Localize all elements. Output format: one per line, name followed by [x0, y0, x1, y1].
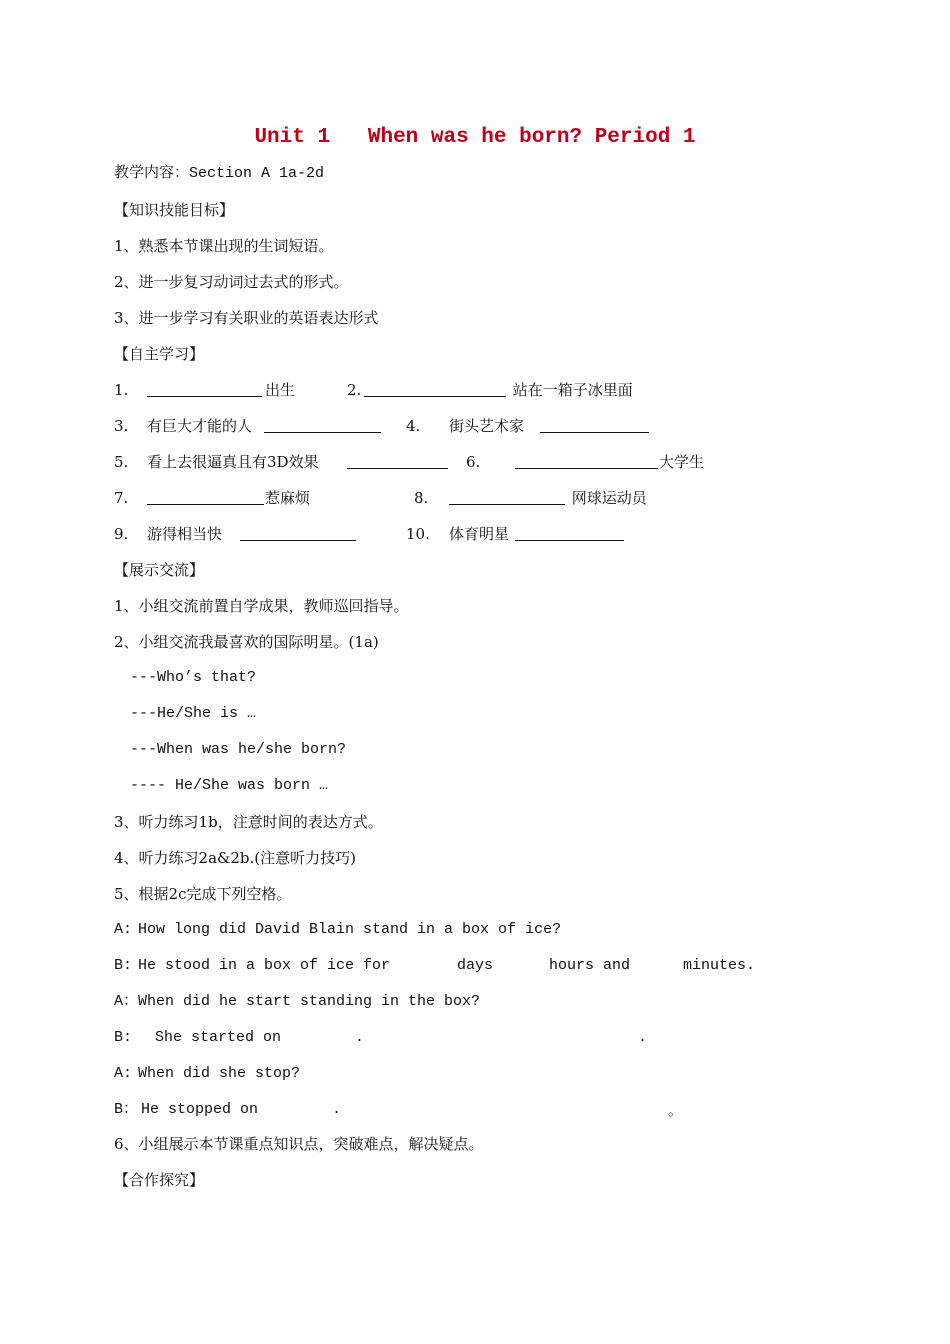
dialogue-text: .: [638, 1029, 648, 1046]
vocab-blank[interactable]: [347, 453, 448, 469]
vocab-prompt: 出生: [265, 381, 296, 399]
dialogue-text: .: [332, 1101, 342, 1118]
vocab-number: 3.: [114, 417, 129, 435]
vocab-prompt: 网球运动员: [567, 489, 647, 507]
speaker-label: B：: [114, 1101, 139, 1118]
dialogue-text: When did he start standing in the box?: [138, 993, 481, 1010]
vocab-prompt: 游得相当快: [147, 525, 227, 543]
vocab-blank[interactable]: [240, 525, 356, 541]
section-self-study-heading: 【自主学习】: [114, 345, 205, 363]
section-display-heading: 【展示交流】: [114, 561, 205, 579]
dialogue-text: .: [355, 1029, 365, 1046]
dialogue-text: How long did David Blain stand in a box of ice?: [138, 921, 562, 938]
goal-item: 1、熟悉本节课出现的生词短语。: [114, 237, 334, 255]
goal-item: 2、进一步复习动词过去式的形式。: [114, 273, 349, 291]
speaker-label: A:: [114, 1065, 133, 1082]
speaker-label: A:: [114, 921, 133, 938]
display-item: 6、小组展示本节课重点知识点，突破难点，解决疑点。: [114, 1135, 484, 1153]
dialogue-text: 。: [668, 1101, 684, 1119]
vocab-prompt: 有巨大才能的人: [147, 417, 253, 435]
dialogue-text: He stood in a box of ice for: [138, 957, 391, 974]
dialogue-text: She started on: [155, 1029, 282, 1046]
display-item: 1、小组交流前置自学成果，教师巡回指导。: [114, 597, 409, 615]
vocab-number: 5.: [114, 453, 129, 471]
dialogue-line: ---- He/She was born …: [130, 777, 329, 794]
vocab-blank[interactable]: [364, 381, 506, 397]
vocab-blank[interactable]: [449, 489, 565, 505]
section-cooperate-heading: 【合作探究】: [114, 1171, 205, 1189]
vocab-blank[interactable]: [540, 417, 649, 433]
vocab-number: 4.: [406, 417, 421, 435]
section-goals-heading: 【知识技能目标】: [114, 201, 235, 219]
vocab-number: 10.: [406, 525, 430, 543]
dialogue-text: He stopped on: [141, 1101, 259, 1118]
display-item: 2、小组交流我最喜欢的国际明星。(1a): [114, 633, 379, 651]
vocab-prompt: 大学生: [659, 453, 705, 471]
vocab-number: 9.: [114, 525, 129, 543]
vocab-prompt: 惹麻烦: [265, 489, 311, 507]
display-item: 3、听力练习1b，注意时间的表达方式。: [114, 813, 383, 831]
vocab-number: 2.: [347, 381, 362, 399]
content-line: 教学内容：Section A 1a-2d: [114, 165, 325, 182]
vocab-prompt: 街头艺术家: [449, 417, 529, 435]
dialogue-text: When did she stop?: [138, 1065, 301, 1082]
vocab-blank[interactable]: [147, 489, 264, 505]
speaker-label: B:: [114, 957, 133, 974]
dialogue-line: ---When was he/she born?: [130, 741, 347, 758]
speaker-label: B:: [114, 1029, 133, 1046]
dialogue-line: ---He/She is …: [130, 705, 257, 722]
goal-item: 3、进一步学习有关职业的英语表达形式: [114, 309, 379, 327]
dialogue-text: days: [457, 957, 494, 974]
dialogue-line: ---Who’s that?: [130, 669, 257, 686]
display-item: 4、听力练习2a&2b.(注意听力技巧): [114, 849, 357, 867]
vocab-blank[interactable]: [515, 453, 658, 469]
vocab-prompt: 站在一箱子冰里面: [508, 381, 633, 399]
vocab-prompt: 看上去很逼真且有3D效果: [147, 453, 324, 471]
dialogue-text: hours and: [549, 957, 631, 974]
page-title: Unit 1 When was he born? Period 1: [254, 126, 696, 149]
vocab-number: 1.: [114, 381, 129, 399]
vocab-blank[interactable]: [147, 381, 262, 397]
speaker-label: A：: [114, 993, 139, 1010]
vocab-number: 6.: [466, 453, 481, 471]
vocab-blank[interactable]: [515, 525, 624, 541]
vocab-prompt: 体育明星: [449, 525, 510, 543]
dialogue-text: minutes.: [683, 957, 756, 974]
display-item: 5、根据2c完成下列空格。: [114, 885, 292, 903]
vocab-number: 8.: [414, 489, 429, 507]
vocab-blank[interactable]: [264, 417, 381, 433]
vocab-number: 7.: [114, 489, 129, 507]
